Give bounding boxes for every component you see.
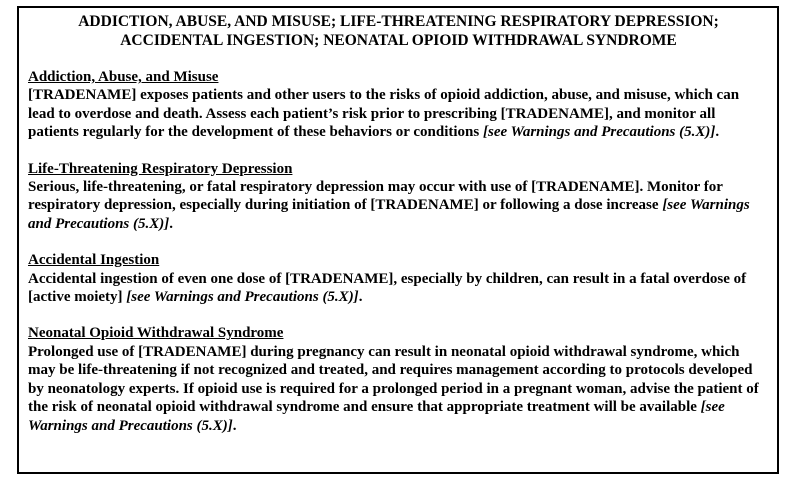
section-text: [28, 86, 769, 141]
section-body: Prolonged use of [TRADENAME] during pregnancy can result in neonatal opioid withdrawal syndrome, which may be life-threatening if not recognized and treated, and requires management according to protocols developed by neonatology experts. If opioid use is required for a prolonged period in a pregnant woman, advise the patient of the risk of neonatal opioid withdrawal syndrome and ensure that appropriate treatment will be available: [28, 343, 759, 416]
sentence-end: .: [715, 124, 720, 141]
section-heading: Neonatal Opioid Withdrawal Syndrome: [28, 325, 284, 342]
sentence-end: .: [169, 215, 174, 232]
sentence-end: .: [232, 417, 237, 434]
section-heading: Life-Threatening Respiratory Depression: [28, 160, 293, 177]
section-heading: Addiction, Abuse, and Misuse: [28, 69, 219, 85]
warning-title: [28, 12, 769, 50]
section-text: [28, 343, 769, 435]
warning-title-line-1: ADDICTION, ABUSE, AND MISUSE; LIFE-THREATENING RESPIRATORY DEPRESSION;: [78, 13, 719, 30]
cross-reference: [see Warnings and Precautions (5.X)]: [28, 399, 725, 434]
section-addiction-abuse-misuse: [28, 68, 769, 142]
sentence-end: .: [358, 289, 363, 306]
section-text: [28, 270, 769, 307]
section-body: Serious, life-threatening, or fatal respiratory depression may occur with use of [TRADENAME]. Monitor for respiratory depression, especially during initiation of [TRADENAME] or following a dose increase: [28, 179, 723, 214]
section-text: [28, 178, 769, 233]
section-respiratory-depression: [28, 160, 769, 234]
section-body: [TRADENAME] exposes patients and other users to the risks of opioid addiction, abuse, and misuse, which can lead to overdose and death. Assess each patient’s risk prior to prescribing [TRADENAME], and monitor all patients regularly for the development of these behaviors or conditions: [28, 87, 740, 141]
boxed-warning: [17, 6, 779, 474]
warning-title-line-2: ACCIDENTAL INGESTION; NEONATAL OPIOID WITHDRAWAL SYNDROME: [120, 32, 677, 49]
cross-reference: [see Warnings and Precautions (5.X)]: [28, 197, 750, 232]
section-neonatal-withdrawal: [28, 324, 769, 434]
section-heading: Accidental Ingestion: [28, 252, 160, 269]
section-accidental-ingestion: [28, 251, 769, 306]
cross-reference: [see Warnings and Precautions (5.X)]: [126, 289, 359, 306]
cross-reference: [see Warnings and Precautions (5.X)]: [482, 124, 716, 141]
section-body: Accidental ingestion of even one dose of [TRADENAME], especially by children, can result in a fatal overdose of [active moiety]: [28, 270, 747, 306]
